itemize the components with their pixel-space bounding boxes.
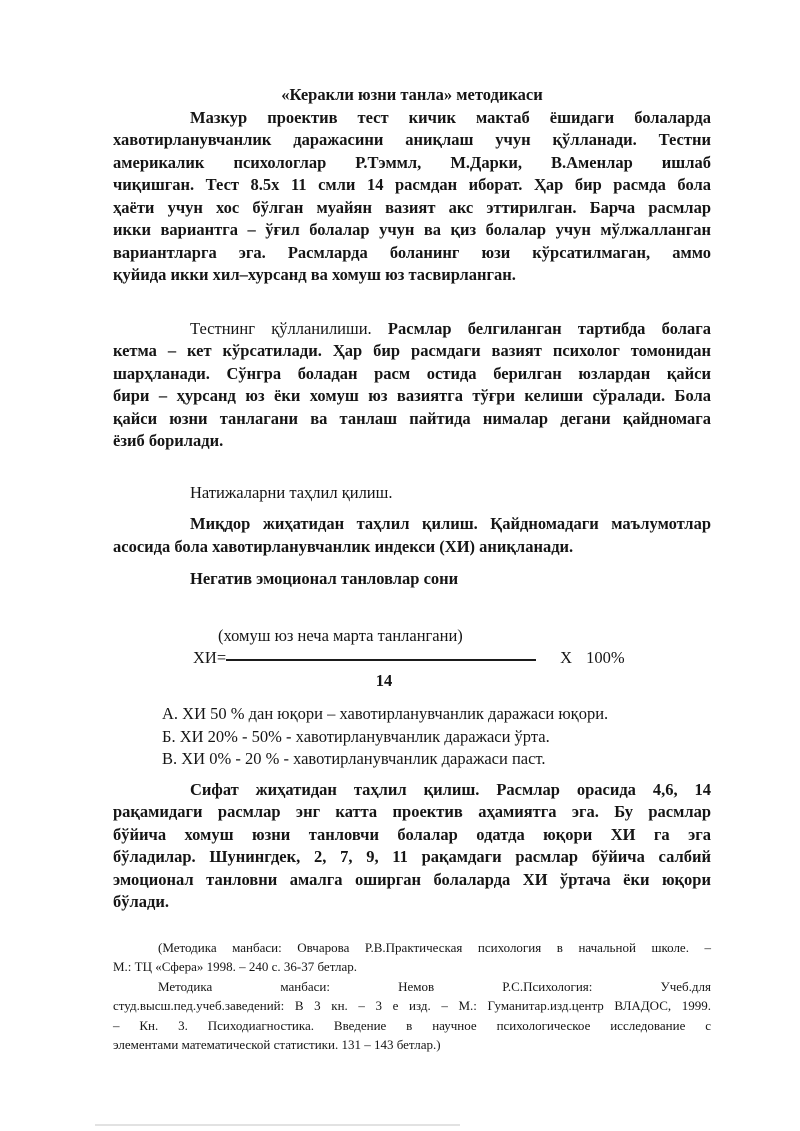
document-body [113,84,711,1055]
text-line [113,408,711,431]
text-segment: Расмлар белгиланган тартибда болага [387,318,711,338]
text-segment: ёзиб борилади. [113,431,224,450]
text-line [113,824,711,847]
text-line [113,318,711,341]
formula-multiplier: Х [560,648,573,667]
formula-denominator: 14 [375,670,393,690]
text-line [113,846,711,869]
text-line [113,174,711,197]
text-segment: хавотирланувчанлик даражасини аниқлаш учун қўлланади. Тестни [113,130,711,149]
text-line [113,891,711,914]
text-segment: (Методика манбаси: Овчарова Р.В.Практическая психология в начальной школе. – [158,939,711,955]
text-line [113,264,711,287]
text-line [113,340,711,363]
text-segment: қуйида икки хил–хурсанд ва хомуш юз тасвирланган. [113,265,516,284]
document-title: «Керакли юзни танла» методикаси [281,85,543,104]
formula-rhs [560,647,624,670]
text-segment: Миқдор жиҳатидан таҳлил қилиш. Қайдномадаги маълумотлар [190,514,711,533]
text-segment: – Кн. 3. Психодиагностика. Введение в научное психологическое исследование с [113,1017,711,1033]
text-segment: чиқишган. Тест 8.5х 11 смли 14 расмдан иборат. Ҳар бир расмда бола [113,175,711,194]
text-segment: ҳаёти учун хос бўлган муайян вазият акс эттирилган. Барча расмлар [113,197,711,217]
text-segment: М.: ТЦ «Сфера» 1998. – 240 с. 36-37 бетлар. [113,959,358,974]
text-segment: Сифат жиҳатидан таҳлил қилиш. Расмлар орасида 4,6, 14 [190,779,711,799]
text-line [113,107,711,130]
paragraph-quantitative [113,513,711,558]
text-segment: бири – ҳурсанд юз ёки хомуш юз вазиятга тўғри келиши сўралади. Бола [113,386,711,405]
text-line [113,536,711,559]
footer-source-2 [113,977,711,1055]
formula-fraction-row [113,647,711,670]
heading-results-analysis [113,482,711,505]
text-segment: Тестнинг қўлланилиши. [190,318,388,338]
text-segment: қайси юзни танлагани ва танлаш пайтида нималар дегани қайдномага [113,408,711,428]
heading-negative-choices [113,568,711,591]
text-segment: Мазкур проектив тест кичик мактаб ёшидаги болаларда [190,107,711,127]
text-segment: Негатив эмоционал танловлар сони [190,569,459,588]
anxiety-index-formula [113,625,711,693]
text-line [113,385,711,408]
text-line [113,938,711,958]
text-line [113,363,711,386]
paragraph-usage [113,318,711,453]
list-index-levels [113,703,711,771]
text-line [113,430,711,453]
text-line [113,869,711,892]
text-line [113,197,711,220]
footer-source-1 [113,938,711,977]
text-line [162,726,711,749]
scan-artifact [95,1124,460,1126]
text-segment: элементами математической статистики. 131 – 143 бетлар.) [113,1037,441,1052]
text-segment: кетма – кет кўрсатилади. Ҳар бир расмдаги вазият психолог томонидан [113,341,711,360]
text-line [113,152,711,175]
text-segment: икки вариантга – ўғил болалар учун ва қиз болалар учун мўлжалланган [113,220,711,239]
text-line [113,513,711,536]
text-segment: асосида бола хавотирланувчанлик индекси (ХИ) аниқланади. [113,536,574,556]
text-segment: бўладилар. Шунингдек, 2, 7, 9, 11 рақамдаги расмлар бўйича салбий [113,847,711,866]
text-line [162,748,711,771]
text-segment: Натижаларни таҳлил қилиш. [190,482,393,502]
text-segment: бўлади. [113,892,169,911]
text-line [162,703,711,726]
text-segment: Б. ХИ 20% - 50% - хавотирланувчанлик даражаси ўрта. [162,726,550,746]
text-line [113,219,711,242]
text-line [113,779,711,802]
text-line [113,1035,711,1055]
text-line [113,977,711,997]
paragraph-qualitative [113,779,711,914]
text-segment: студ.высш.пед.учеб.заведений: В 3 кн. – 3 е изд. – М.: Гуманитар.изд.центр ВЛАДОС, 1999. [113,998,711,1013]
text-segment: америкалик психологлар Р.Тэммл, М.Дарки, В.Аменлар ишлаб [113,152,711,172]
text-line [113,1016,711,1036]
text-segment: шарҳланади. Сўнгра боладан расм остида берилган юзлардан қайси [113,363,711,383]
text-segment: В. ХИ 0% - 20 % - хавотирланувчанлик даражаси паст. [162,749,546,768]
text-segment: А. ХИ 50 % дан юқори – хавотирланувчанлик даражаси юқори. [162,704,609,723]
fraction-bar [226,659,536,661]
text-line [113,957,711,977]
formula-lhs: ХИ= [193,648,227,667]
text-line [113,242,711,265]
formula-numerator: (хомуш юз неча марта танлангани) [218,625,463,645]
text-segment: эмоционал танловни амалга оширган болаларда ХИ ўртача ёки юқори [113,869,711,889]
text-segment: Методика манбаси: Немов Р.С.Психология: Учеб.для [158,978,711,994]
text-line [113,129,711,152]
text-line [113,996,711,1016]
text-segment: рақамидаги расмлар энг катта проектив аҳамиятга эга. Бу расмлар [113,802,711,821]
text-segment: вариантларга эга. Расмларда боланинг юзи кўрсатилмаган, аммо [113,242,711,262]
paragraph-intro [113,107,711,287]
text-segment: бўйича хомуш юзни танловчи болалар одатда юқори ХИ га эга [113,824,711,844]
text-line [113,801,711,824]
formula-percent: 100% [586,648,625,667]
text-line [113,568,711,591]
text-line [113,482,711,505]
